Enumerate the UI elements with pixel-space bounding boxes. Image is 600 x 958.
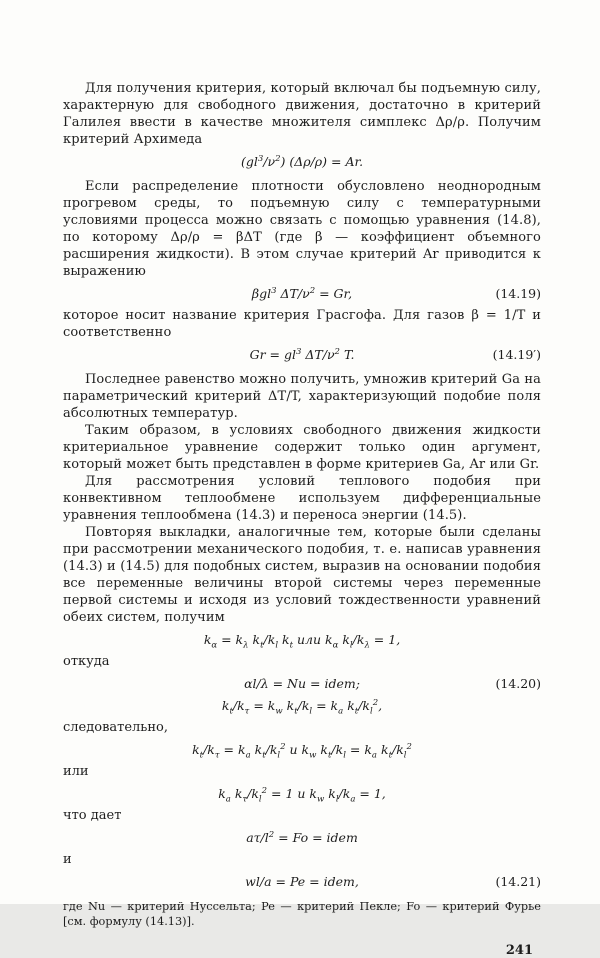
paragraph-last-equality: Последнее равенство можно получить, умножив критерий Ga на параметрический критерий ΔT/T, характеризующий подобие поля абсолютных температур. <box>63 372 541 421</box>
connector-chto-daet: что дает <box>63 808 122 823</box>
formula-k-t-tau <box>63 697 541 717</box>
formula-k-alpha <box>63 632 541 651</box>
equation-number: (14.19) <box>495 286 541 301</box>
formula-text: αl/λ = Nu = idem; <box>244 676 360 691</box>
equation-number: (14.21) <box>495 874 541 889</box>
paragraph-grashof-name: которое носит название критерия Грасгофа. Для газов β = 1/T и соответственно <box>63 308 541 340</box>
paragraph-thermal-similarity: Для рассмотрения условий теплового подобия при конвективном теплообмене используем дифференциальные уравнения теплообмена (14.3) и переноса энергии (14.5). <box>63 474 541 523</box>
formula-text: $k_\alpha = k_\lambda$ $k_t/k_l$ $k_t$ или $k_\alpha$ $k_l/k_\lambda = 1$, <box>203 632 401 651</box>
paragraph-archimedes-intro: Для получения критерия, который включал бы подъемную силу, характерную для свободного движения, достаточно в критерий Галилея ввести в качестве множителя симплекс Δρ/ρ. Получим критерий Архимеда <box>63 81 541 147</box>
formula-text: $k_a$ $k_\tau/k_l^2 = 1$ и $k_w$ $k_l/k_a = 1$, <box>218 785 386 805</box>
formula-fourier <box>63 830 541 846</box>
formula-text: $(gl^3/\nu^2) (\Delta\rho/\rho) = Ar$. <box>240 153 364 169</box>
formula-consequence <box>63 741 541 761</box>
paragraph-density-distribution: Если распределение плотности обусловлено неоднородным прогревом среды, то подъемную силу с температурными условиями процесса можно связать с помощью уравнения (14.8), по которому Δρ/ρ = βΔT (где β — коэффициент объемного расширения жидкости). В этом случае критерий Ar приводится к выражению <box>63 179 541 279</box>
connector-otkuda: откуда <box>63 654 110 669</box>
connector-i: и <box>63 852 72 867</box>
formula-text: $k_t/k_\tau = k_w$ $k_t/k_l = k_a$ $k_t/k_l^2$, <box>221 697 383 717</box>
connector-sledovatelno: следовательно, <box>63 720 168 735</box>
formula-text: βgl$^3$ $\Delta T/\nu^2 = Gr$, <box>251 285 353 301</box>
paragraph-repeating-derivation: Повторяя выкладки, аналогичные тем, которые были сделаны при рассмотрении механического подобия, т. е. написав уравнения (14.3) и (14.5) для подобных систем, выразив на основании подобия все переменные величины второй системы через переменные первой системы и исходя из условий тождественности уравнений обеих систем, получим <box>63 525 541 625</box>
criteria-footnote: где Nu — критерий Нуссельта; Pe — критерий Пекле; Fo — критерий Фурье [см. формулу (14.13)]. <box>63 900 541 928</box>
connector-ili: или <box>63 764 89 779</box>
formula-grashof-gases <box>63 347 541 363</box>
formula-archimedes <box>63 154 541 170</box>
formula-grashof <box>63 286 541 302</box>
formula-unity <box>63 785 541 805</box>
equation-number: (14.19′) <box>492 347 541 362</box>
formula-text: wl/a = Pe = idem, <box>245 874 359 889</box>
formula-nusselt <box>63 676 541 692</box>
formula-text: $Gr = gl^3$ $\Delta T/\nu^2$ T. <box>249 346 355 362</box>
equation-number: (14.20) <box>495 676 541 691</box>
formula-peclet <box>63 874 541 890</box>
paragraph-free-motion-conclusion: Таким образом, в условиях свободного движения жидкости критериальное уравнение содержит только один аргумент, который может быть представлен в форме критериев Ga, Ar или Gr. <box>63 423 541 472</box>
page-number: 241 <box>505 943 533 958</box>
formula-text: $k_t/k_\tau = k_a$ $k_t/k_l^2$ и $k_w$ $k_t/k_l = k_a$ $k_t/k_l^2$ <box>192 741 412 761</box>
formula-text: $a\tau/l^2 = Fo$ = idem <box>246 829 358 845</box>
